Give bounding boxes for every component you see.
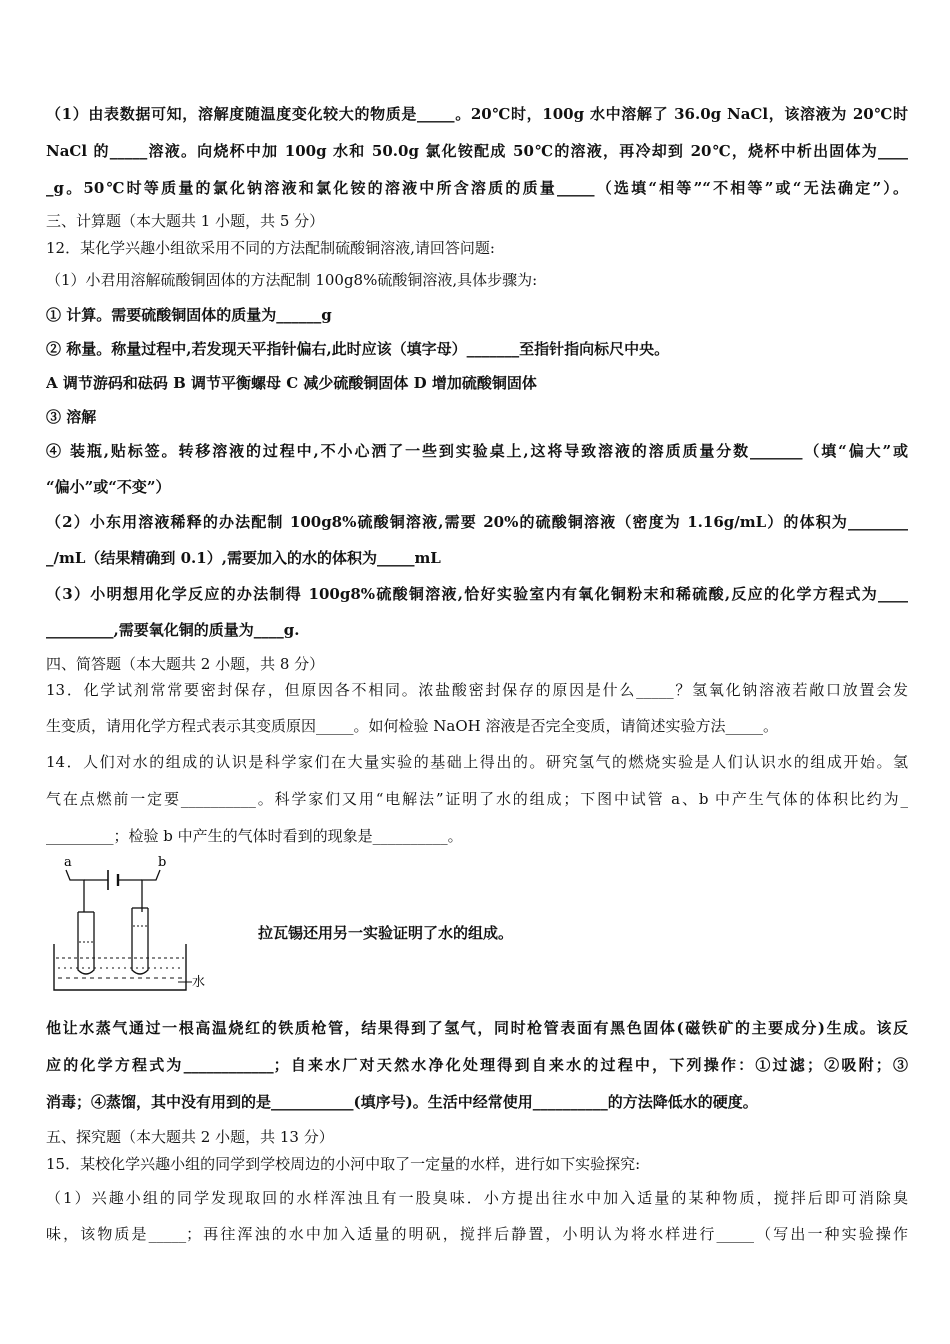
q15-stem: 15．某校化学兴趣小组的同学到学校周边的小河中取了一定量的水样，进行如下实验探究: xyxy=(46,1155,641,1173)
q15-part1-line1: （1）兴趣小组的同学发现取回的水样浑浊且有一股臭味．小方提出往水中加入适量的某种物质，搅拌后即可消除臭 xyxy=(46,1189,908,1207)
q12-options: A 调节游码和砝码 B 调节平衡螺母 C 减少硫酸铜固体 D 增加硫酸铜固体 xyxy=(46,374,537,392)
q13-line1: 13．化学试剂常常要密封保存，但原因各不相同。浓盐酸密封保存的原因是什么_____？氢氧化钠溶液若敞口放置会发 xyxy=(46,681,908,699)
q12-step1: ① 计算。需要硫酸铜固体的质量为______g xyxy=(46,306,332,324)
diagram-side-text: 拉瓦锡还用另一实验证明了水的组成。 xyxy=(258,924,514,942)
q11-part1-line2: NaCl 的_____溶液。向烧杯中加 100g 水和 50.0g 氯化铵配成 50℃的溶液，再冷却到 20℃，烧杯中析出固体为____ xyxy=(46,142,908,160)
section-heading-calculation: 三、计算题（本大题共 1 小题，共 5 分） xyxy=(46,212,325,230)
label-a: a xyxy=(64,855,72,870)
q12-stem: 12．某化学兴趣小组欲采用不同的方法配制硫酸铜溶液,请回答问题: xyxy=(46,239,495,257)
q14-line1: 14．人们对水的组成的认识是科学家们在大量实验的基础上得出的。研究氢气的燃烧实验是人们认识水的组成开始。氢 xyxy=(46,753,908,771)
q12-step3: ③ 溶解 xyxy=(46,408,97,426)
electrolysis-apparatus-diagram xyxy=(46,852,206,1002)
q12-part2-line1: （2）小东用溶液稀释的办法配制 100g8%硫酸铜溶液,需要 20%的硫酸铜溶液（密度为 1.16g/mL）的体积为________ xyxy=(46,513,908,531)
q12-part3-line2: _________,需要氧化铜的质量为____g. xyxy=(46,621,300,639)
section-heading-inquiry: 五、探究题（本大题共 2 小题，共 13 分） xyxy=(46,1128,334,1146)
q11-part1-line3: _g。50℃时等质量的氯化钠溶液和氯化铵的溶液中所含溶质的质量_____（选填“相等”“不相等”或“无法确定”）。 xyxy=(46,179,908,197)
q12-part2-line2: _/mL（结果精确到 0.1）,需要加入的水的体积为_____mL xyxy=(46,549,441,567)
q12-step4-line1: ④ 装瓶,贴标签。转移溶液的过程中,不小心洒了一些到实验桌上,这将导致溶液的溶质质量分数_______（填“偏大”或 xyxy=(46,442,908,460)
q12-step2: ② 称量。称量过程中,若发现天平指针偏右,此时应该（填字母）_______至指针指向标尺中央。 xyxy=(46,340,670,358)
label-water: 水 xyxy=(192,975,206,990)
label-b: b xyxy=(158,855,167,870)
q14-line2: 气在点燃前一定要__________。科学家们又用“电解法”证明了水的组成；下图中试管 a、b 中产生气体的体积比约为_ xyxy=(46,790,908,808)
q14-line4: 他让水蒸气通过一根高温烧红的铁质枪管，结果得到了氢气，同时枪管表面有黑色固体(磁铁矿的主要成分)生成。该反 xyxy=(46,1019,908,1037)
q11-part1-line1: （1）由表数据可知，溶解度随温度变化较大的物质是_____。20℃时，100g 水中溶解了 36.0g NaCl，该溶液为 20℃时 xyxy=(46,105,908,123)
q14-line3: _________；检验 b 中产生的气体时看到的现象是__________。 xyxy=(46,827,463,845)
q12-part3-line1: （3）小明想用化学反应的办法制得 100g8%硫酸铜溶液,恰好实验室内有氧化铜粉末和稀硫酸,反应的化学方程式为____ xyxy=(46,585,908,603)
q12-step4-line2: “偏小”或“不变”） xyxy=(46,478,171,496)
q13-line2: 生变质，请用化学方程式表示其变质原因_____。如何检验 NaOH 溶液是否完全变质，请简述实验方法_____。 xyxy=(46,717,778,735)
q14-line5: 应的化学方程式为____________；自来水厂对天然水净化处理得到自来水的过程中，下列操作：①过滤；②吸附；③ xyxy=(46,1056,908,1074)
section-heading-short-answer: 四、简答题（本大题共 2 小题，共 8 分） xyxy=(46,655,325,673)
q12-part1: （1）小君用溶解硫酸铜固体的方法配制 100g8%硫酸铜溶液,具体步骤为: xyxy=(46,271,538,289)
q14-line6: 消毒；④蒸馏，其中没有用到的是___________(填序号)。生活中经常使用__________的方法降低水的硬度。 xyxy=(46,1093,758,1111)
q15-part1-line2: 味，该物质是_____；再往浑浊的水中加入适量的明矾，搅拌后静置，小明认为将水样进行_____（写出一种实验操作 xyxy=(46,1225,908,1243)
